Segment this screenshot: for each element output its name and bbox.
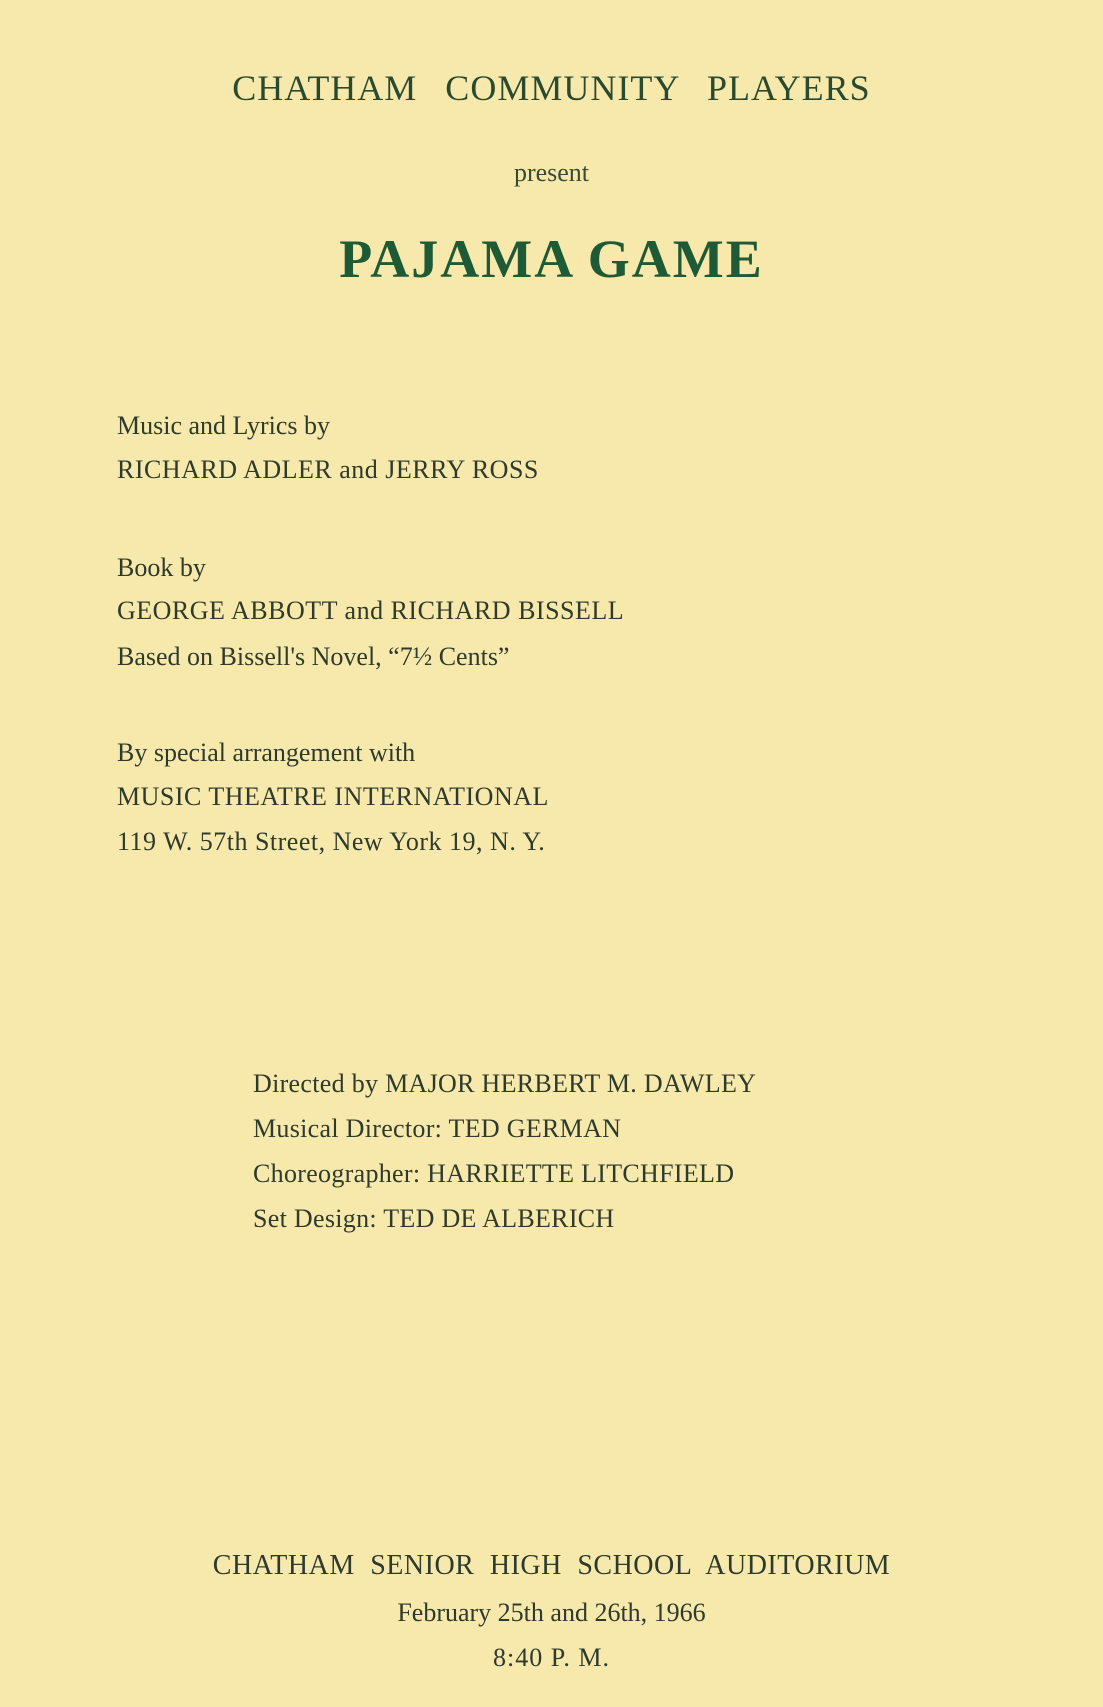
present-text: present [513,158,590,187]
organization-name: CHATHAM COMMUNITY PLAYERS [232,68,871,108]
arrangement-label: By special arrangement with [117,738,416,767]
music-lyrics-label: Music and Lyrics by [117,411,331,440]
arrangement-address: 119 W. 57th Street, New York 19, N. Y. [117,827,546,856]
book-basis: Based on Bissell's Novel, “7½ Cents” [117,642,510,671]
music-lyrics-names: RICHARD ADLER and JERRY ROSS [117,455,539,484]
set-design-credit: Set Design: TED DE ALBERICH [253,1204,615,1233]
choreographer-credit: Choreographer: HARRIETTE LITCHFIELD [253,1159,735,1188]
musical-director-credit: Musical Director: TED GERMAN [253,1114,622,1143]
venue: CHATHAM SENIOR HIGH SCHOOL AUDITORIUM [212,1550,891,1581]
director-credit: Directed by MAJOR HERBERT M. DAWLEY [253,1069,757,1098]
show-title: PAJAMA GAME [339,229,764,289]
book-names: GEORGE ABBOTT and RICHARD BISSELL [117,596,625,625]
performance-dates: February 25th and 26th, 1966 [397,1598,706,1627]
performance-time: 8:40 P. M. [493,1643,610,1672]
arrangement-name: MUSIC THEATRE INTERNATIONAL [117,782,549,811]
book-label: Book by [117,553,206,582]
